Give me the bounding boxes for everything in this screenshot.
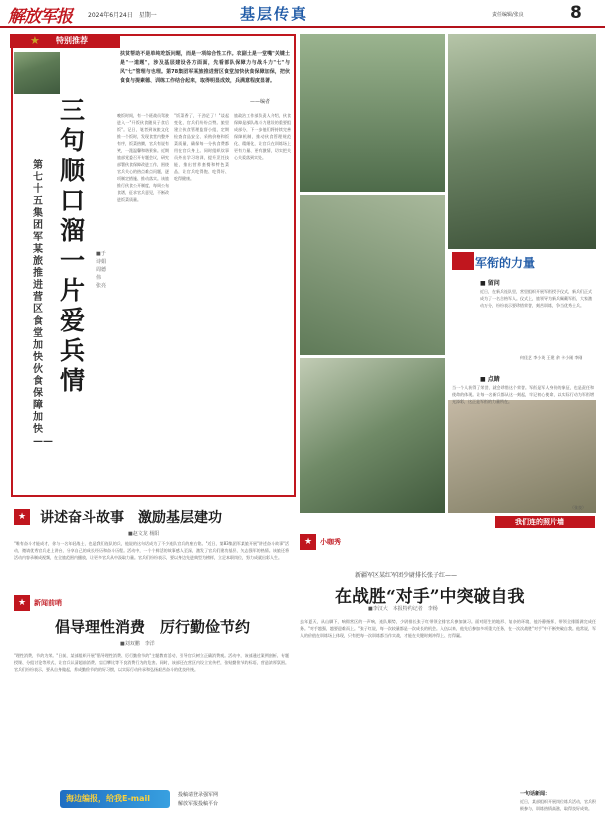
issue-date: 2024年6月24日 星期一 [88,12,157,19]
star-badge-icon: ★ [14,509,30,525]
column-item1-head: ■ 留问 [480,280,500,287]
feature-body-col2: "饭菜香了，干劲足了！"谈起变化，官兵们纷纷点赞。旅里建立伙食管理监督小组，定期检查食品安全、采购价格和饭菜质量，确保每一分伙食费都用在官兵身上。同时组织炊事员外出学习培训，提升烹饪技能，推出营养套餐和特色菜品，让官兵吃得饱、吃得好、吃得健康。 [174,113,229,181]
newspaper-logo: 解放军报 [8,7,72,27]
column-item1-byline: 何佳艺 李小英 王建 余 卡小刚 李刚 [520,355,583,360]
responsible-editor: 责任编辑/张良 [492,12,524,18]
feature-body-col1: 晚饭时间，有一个班战员驾驶进入一"开饭伙食随员子食后饭"。记日，笔者到该旅文化推一个饭时，发现食堂内整齐有序，饭菜热腾，官兵有说有笑，一派温馨和谐景象。近期旅部党委召开专题会议，研究部署伙食保障改进工作，围绕官兵关心的热点难点问题，逐项制定措施、推动落实。该旅推行伙食公开制度，每周公布食谱，征求官兵意见，不断改进饭菜质量。 [117,113,169,202]
feature-title: 三句顺口溜 一片爱兵情 [60,96,111,395]
email-line1: 投稿请登录强军网 [178,792,219,798]
photo-female-soldier [300,195,445,355]
story4-body: 去年夏天，从山脚下，响彻营区的一声响，连队顺势，少尉排长张子红带领全排官兵参加演习。面对陌生的地形、复杂的环境，他冷静指挥，带领全排圆满完成任务。"对手越强，越要迎难而上。"张子红说，每一次较量都是一次成长的机会。入伍以来，他先后参加多项重大任务，在一次次战胜"对手"中不断突破自我。他常说，军人的价值在训练场上体现，只有把每一次训练都当作实战，才能在关键时刻冲得上、打得赢。 [300,619,596,638]
column-item2-byline: （张良） [570,505,586,510]
page-number: 8 [570,3,582,23]
section-title: 基层传真 [240,5,309,23]
feature-lead: 扶贫帮助不是单纯吃饭问题，而是一项综合性工作。农副土是一堂嘴"关键土是"一道题"，涉及基层建设各方面面，先看部队保障力与战斗力"七"与风"七"管理与也理。第78集团军某旅推进营区食堂加快伙食保障加保，把伙食食与提素德、训练工作结合起来，取得明显成效，兵满意程度显著。 [120,51,290,84]
photo-soldiers-line [300,34,445,192]
column-item2-head: ■ 点睛 [480,376,500,383]
news-badge-icon: ★ [14,595,30,611]
lead-reporter: ——编者 [250,99,271,105]
column-emblem [452,252,474,270]
star-icon: ★ [30,34,40,47]
news-tip-label: 一句话新闻： [520,791,551,797]
feature-body-col3: 旅政治工作部负责人介绍，伙食保障是部队战斗力建设的重要组成部分，下一步他们将持续完善保障机制，推动伙食管理规范化、精细化，让官兵在训练场上更有力量、更有激情，切实把关心关爱落到实处。 [234,113,291,160]
story3-body: "理性消费，节约为荣。"日前，某部组织开展"倡导理性消费、厉行勤俭节约"主题教育活动，引导官兵树立正确消费观。活动中，该部通过案例剖析、专题授课、分组讨论等形式，让官兵认清超前消费、盲目攀比等不良消费行为的危害。同时，该部还在营区内设立宣传栏，张贴勤俭节约标语，营造浓厚氛围。官兵们纷纷表示，要从自身做起，养成勤俭节约的好习惯，以实际行动传承和弘扬艰苦奋斗的优良传统。 [14,653,289,672]
story4-deck: 新疆军区某红军团少尉排长张子红—— [355,572,458,579]
story2-body: "唯有奋斗才能成才，你与一名年轻战士，也是我们连队的兵，他说的这句话成为了不少连队官兵的座右铭。"近日，第83集团军某旅开展"讲述奋斗故事"活动，邀请优秀官兵走上讲台，分享自己的成长经历和奋斗历程。活动中，一个个鲜活的故事感人至深，激发了官兵们建功基层、矢志强军的热情。该旅还将活动内容录制成视频，在全旅范围内播放，让更多官兵从中汲取力量。官兵们纷纷表示，要以身边先进典型为榜样，立足本职岗位，努力成就出彩人生。 [14,541,289,560]
column-title: 军衔的力量 [475,256,536,270]
email-banner[interactable] [60,790,170,808]
column-item1-body: 近日，在新兵连队里，营里组织开展军衔授予仪式，新兵们正式成为了一名合格军人。仪式上，旅领导为新兵佩戴军衔，大家激动万分，纷纷表示要珍惜荣誉，刻苦训练，争当优秀士兵。 [480,289,592,308]
story3-byline: ■刘双鹏 李洋 [120,641,155,647]
email-line2: 解放军报投稿平台 [178,801,219,807]
news-tip-body: 近日，某部组织开展岗位练兵活动，官兵积极参与，训练热情高涨，取得良好成效。 [520,799,596,811]
story2-title: 讲述奋斗故事 激励基层建功 [40,510,222,526]
column-item2-body: 当一个人获得了荣誉，就会珍惜这个荣誉。军衔是军人身份的象征，也是责任和使命的体现。让每一名新兵都从这一刻起，牢记初心使命，以实际行动为军衔增光添彩，这正是军衔的力量所在。 [452,385,594,404]
story2-byline: ■赵文龙 杨阳 [128,531,160,537]
photo-training-group [448,400,596,513]
photo-soldier-portrait [448,34,596,249]
feature-subtitle: 第七十五集团军某旅推进营区食堂加快伙食保障加快—— [33,160,53,447]
email-banner-label: 海边编报，给我E-mail [66,794,151,803]
story4-title: 在战胜“对手”中突破自我 [335,587,525,607]
photo-wall-title: 我们连的照片墙 [515,518,564,526]
feature-tag: 特别推荐 [56,36,88,45]
feature-corner-photo [14,52,60,94]
photo-recruit [300,358,445,513]
profile-badge-icon: ★ [300,534,316,550]
story3-title: 倡导理性消费 厉行勤俭节约 [55,618,251,636]
story4-byline: ■李汉大 本报特约记者 李杨 [368,606,438,612]
feature-byline: ■于诗娟 周德伟 张亮 [96,251,112,289]
masthead [0,0,605,28]
story4-kicker: 小咖秀 [320,538,341,546]
story3-kicker: 新闻前哨 [34,599,62,607]
